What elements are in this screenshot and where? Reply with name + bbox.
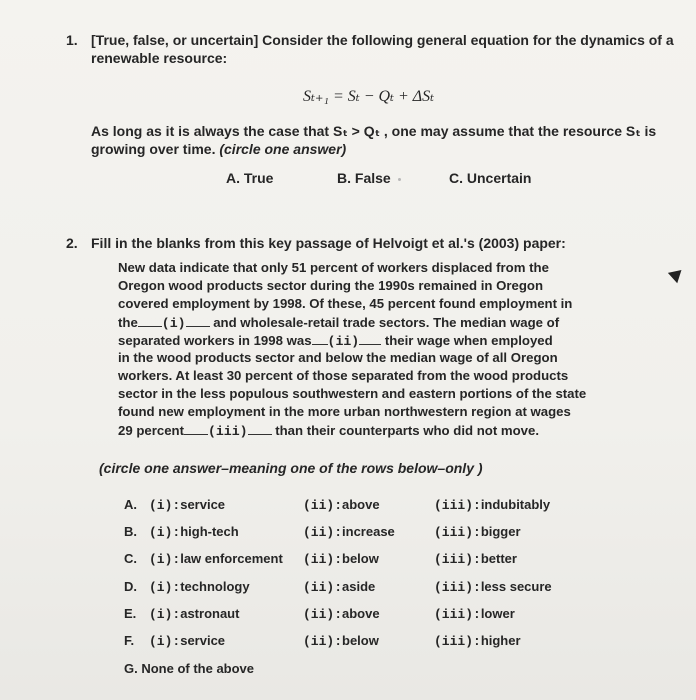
q1-option-c[interactable]: C. Uncertain: [449, 170, 532, 186]
option-value: lower: [480, 606, 515, 621]
option-value: aside: [342, 579, 376, 594]
option-value: below: [342, 633, 379, 648]
option-col-iii: [434, 579, 552, 595]
blank-line: [359, 331, 381, 345]
blank-line: [138, 313, 162, 327]
option-col-iii: [434, 633, 521, 649]
option-value: law enforcement: [180, 551, 283, 566]
option-col-ii: [303, 524, 395, 540]
q1-number: 1.: [66, 32, 78, 48]
option-col-i: [149, 606, 239, 622]
option-col-iii: [434, 606, 515, 622]
passage-text: the: [118, 315, 138, 330]
passage-text: 29 percent: [118, 423, 184, 438]
option-tag: (ii):: [303, 634, 343, 649]
option-value: bigger: [480, 524, 521, 539]
option-value: higher: [480, 633, 521, 648]
option-tag: (iii):: [434, 634, 481, 649]
option-col-iii: [434, 497, 550, 513]
q1-option-a[interactable]: A. True: [226, 170, 274, 186]
blank-line: [312, 331, 328, 345]
q1-equation: Sₜ₊₁ = Sₜ − Qₜ + ΔSₜ: [303, 88, 435, 105]
option-tag: (i):: [149, 607, 181, 622]
passage-text: their wage when employed: [384, 333, 553, 348]
option-col-i: [149, 497, 225, 513]
option-value: increase: [342, 524, 395, 539]
q2-number: 2.: [66, 235, 78, 251]
blank-line: [248, 421, 272, 435]
passage-line-9: found new employment in the more urban northwestern region at wages: [118, 404, 571, 419]
option-tag: (iii):: [434, 580, 481, 595]
option-tag: (i):: [149, 580, 181, 595]
q1-prompt-line1: [True, false, or uncertain] Consider the following general equation for the dynamics of a: [91, 32, 674, 48]
option-value: above: [342, 606, 380, 621]
option-letter: C.: [124, 551, 137, 566]
option-value: technology: [180, 579, 250, 594]
blank-tag-ii: (ii): [327, 334, 360, 349]
option-value: better: [480, 551, 517, 566]
option-value: service: [180, 633, 226, 648]
option-letter: F.: [124, 633, 135, 648]
option-tag: (ii):: [303, 580, 343, 595]
option-letter: B.: [124, 524, 137, 539]
option-value: indubitably: [480, 497, 551, 512]
option-tag: (i):: [149, 525, 181, 540]
q1-statement-line1: As long as it is always the case that Sₜ > Qₜ , one may assume that the resource Sₜ is: [91, 123, 657, 139]
passage-text: and wholesale-retail trade sectors. The median wage of: [213, 315, 560, 330]
option-value: below: [342, 551, 379, 566]
passage-line-1: New data indicate that only 51 percent of workers displaced from the: [118, 260, 549, 275]
option-tag: (i):: [149, 498, 181, 513]
option-tag: (iii):: [434, 607, 481, 622]
option-tag: (iii):: [434, 552, 481, 567]
option-tag: (ii):: [303, 498, 343, 513]
option-letter: D.: [124, 579, 137, 594]
passage-text: than their counterparts who did not move.: [275, 423, 539, 438]
passage-line-2: Oregon wood products sector during the 1990s remained in Oregon: [118, 278, 544, 293]
answer-option-g[interactable]: G. None of the above: [124, 661, 255, 676]
q1-statement-text: growing over time.: [91, 141, 216, 157]
passage-line-10: [118, 421, 539, 441]
option-col-i: [149, 551, 283, 567]
option-tag: (iii):: [434, 498, 481, 513]
passage-line-6: in the wood products sector and below the median wage of all Oregon: [118, 350, 558, 365]
blank-line: [184, 421, 208, 435]
option-tag: (i):: [149, 552, 181, 567]
option-col-ii: [303, 551, 379, 567]
option-col-i: [149, 579, 250, 595]
option-tag: (i):: [149, 634, 181, 649]
option-col-iii: [434, 551, 517, 567]
mouse-cursor-icon: [668, 265, 686, 283]
blank-tag-iii: (iii): [207, 424, 248, 439]
option-col-ii: [303, 497, 380, 513]
blank-tag-i: (i): [161, 316, 186, 331]
option-letter: E.: [124, 606, 137, 621]
q1-option-b[interactable]: B. False: [337, 170, 391, 186]
option-value: less secure: [480, 579, 552, 594]
option-tag: (ii):: [303, 607, 343, 622]
option-letter: A.: [124, 497, 137, 512]
q1-statement-line2: [91, 140, 346, 159]
passage-line-7: workers. At least 30 percent of those separated from the wood products: [118, 368, 569, 383]
option-col-ii: [303, 606, 380, 622]
option-tag: (iii):: [434, 525, 481, 540]
option-value: astronaut: [180, 606, 240, 621]
option-value: service: [180, 497, 226, 512]
option-tag: (ii):: [303, 525, 343, 540]
stray-mark: [398, 178, 401, 181]
q2-title: Fill in the blanks from this key passage of Helvoigt et al.'s (2003) paper:: [91, 235, 566, 251]
option-tag: (ii):: [303, 552, 343, 567]
blank-line: [186, 313, 210, 327]
option-value: above: [342, 497, 380, 512]
option-col-i: [149, 524, 239, 540]
passage-line-3: covered employment by 1998. Of these, 45 percent found employment in: [118, 296, 573, 311]
option-value: high-tech: [180, 524, 239, 539]
q1-prompt-line2: renewable resource:: [91, 50, 228, 66]
q2-instruction: (circle one answer–meaning one of the rows below–only ): [99, 460, 483, 476]
option-col-iii: [434, 524, 521, 540]
option-col-i: [149, 633, 225, 649]
passage-line-8: sector in the less populous southwestern and eastern portions of the state: [118, 386, 587, 401]
passage-text: separated workers in 1998 was: [118, 333, 312, 348]
q1-statement-hint: (circle one answer): [219, 141, 347, 157]
option-col-ii: [303, 579, 375, 595]
option-col-ii: [303, 633, 379, 649]
